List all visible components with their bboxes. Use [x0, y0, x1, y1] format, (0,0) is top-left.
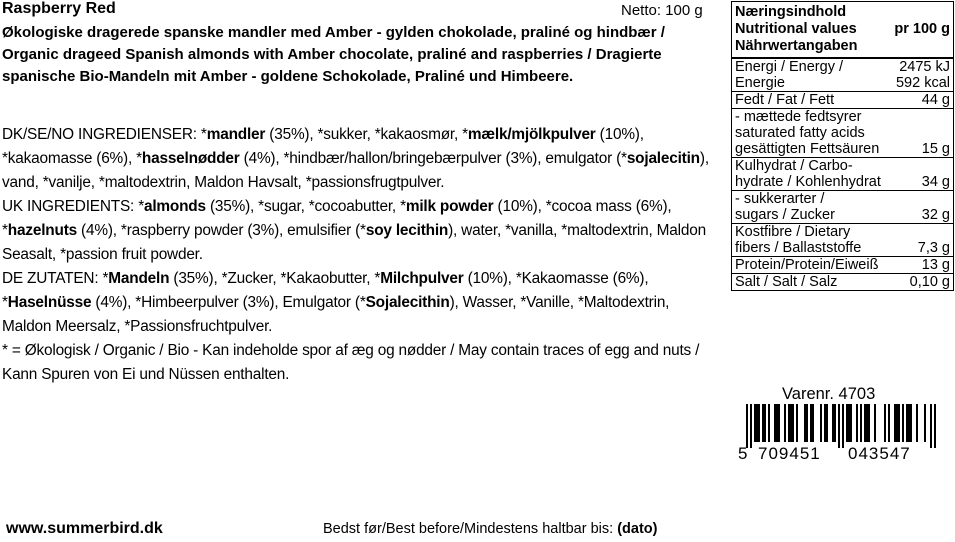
nutrition-value: 2475 kJ 592 kcal [895, 59, 950, 91]
barcode-bar [824, 404, 826, 442]
barcode-bar [810, 404, 812, 442]
ingredient-text: (35%), *sukker, *kakaosmør, * [265, 126, 468, 143]
barcode-bar [906, 404, 908, 442]
ingredient-text: (4%), *Himbeerpulver (3%), Emulgator (* [91, 294, 366, 311]
ingredient-text: (10%), *kakaomasse (6%), * [2, 126, 644, 167]
barcode-bar [896, 404, 898, 442]
barcode-bar [806, 404, 808, 442]
barcode-guard-bar [842, 404, 844, 448]
barcode-bar [790, 404, 792, 442]
barcode-bar [916, 404, 918, 442]
nutrition-value: 15 g [921, 141, 950, 157]
barcode-bar [856, 404, 858, 442]
allergen-text: Sojalecithin [365, 294, 450, 311]
barcode-bar [778, 404, 780, 442]
allergen-text: mælk/mjölkpulver [467, 126, 596, 143]
ingredient-text: UK INGREDIENTS: * [2, 198, 144, 215]
nutrition-label: - sukkerarter / sugars / Zucker [735, 191, 835, 223]
nutrition-value: 34 g [921, 174, 950, 190]
barcode-bar [826, 404, 828, 442]
allergen-text: Haselnüsse [7, 294, 92, 311]
barcode-bar [902, 404, 904, 442]
product-description: Økologiske dragerede spanske mandler med Amber - gylden chokolade, praliné og hindbær / Organic drageed Spanish almonds with Amber chocolate, praliné and raspberries / Dragierte spanische Bio-Mandeln mit Amber - goldene Schokolade, Praliné und Himbeere. [2, 24, 665, 85]
barcode-bar [768, 404, 770, 442]
barcode-bar [846, 404, 848, 442]
ingredient-text: ), vand, *vanilje, *maltodextrin, Maldon Havsalt, *passionsfrugtpulver. [2, 150, 709, 191]
barcode-bar [850, 404, 852, 442]
allergen-text: sojalecitin [626, 150, 700, 167]
nutrition-value: 0,10 g [909, 274, 950, 290]
barcode-guard-bar [934, 404, 936, 448]
allergen-text: soy lecithin [365, 222, 449, 239]
barcode-graphic [734, 404, 950, 448]
nutrition-header-label: Næringsindhold Nutritional values Nährwertangaben [735, 4, 858, 54]
ingredient-text: (10%), *cocoa mass (6%), * [2, 198, 672, 239]
barcode-guard-bar [838, 404, 840, 448]
nutrition-row-saturates [732, 108, 953, 157]
nutrition-value: 32 g [921, 207, 950, 223]
barcode-bar [884, 404, 886, 442]
barcode-bar [776, 404, 778, 442]
ingredient-text: DK/SE/NO INGREDIENSER: * [2, 126, 207, 143]
ingredient-text: (4%), *hindbær/hallon/bringebærpulver (3%), emulgator (* [239, 150, 627, 167]
barcode-bar [784, 404, 786, 442]
barcode-bar [832, 404, 834, 442]
nutrition-header-value: pr 100 g [894, 21, 950, 37]
nutrition-row-carbohydrate [732, 157, 953, 190]
ingredients-de [2, 267, 722, 339]
nutrition-label: Protein/Protein/Eiweiß [735, 257, 879, 273]
ingredient-text: ), water, *vanilla, *maltodextrin, Maldon Seasalt, *passion fruit powder. [2, 222, 706, 263]
barcode-guard-bar [746, 404, 748, 448]
barcode-digit-first: 5 [738, 444, 749, 463]
ingredient-text: ), Wasser, *Vanille, *Maltodextrin, Maldon Meersalz, *Passionsfruchtpulver. [2, 294, 670, 335]
barcode-bar [908, 404, 910, 442]
barcode-bar [910, 404, 912, 442]
allergen-text: milk powder [405, 198, 494, 215]
nutrition-value: 7,3 g [917, 240, 950, 256]
nutrition-label: Energi / Energy / Energie [735, 59, 843, 91]
barcode-bar [756, 404, 758, 442]
barcode-bar [762, 404, 764, 442]
barcode-bar [866, 404, 868, 442]
ingredients-block [2, 123, 722, 387]
ingredient-text: (4%), *raspberry powder (3%), emulsifier (* [76, 222, 366, 239]
website-url: www.summerbird.dk [6, 520, 163, 537]
barcode-bar [834, 404, 836, 442]
nutrition-label: Salt / Salt / Salz [735, 274, 838, 290]
barcode-bar [804, 404, 806, 442]
barcode-guard-bar [750, 404, 752, 448]
barcode-bar [754, 404, 756, 442]
nutrition-row-fat [732, 91, 953, 108]
barcode-guard-bar [930, 404, 932, 448]
nutrition-label: Kulhydrat / Carbo- hydrate / Kohlenhydrat [735, 158, 881, 190]
ingredients-dk [2, 123, 722, 195]
barcode-bar [764, 404, 766, 442]
ingredient-text: (35%), *sugar, *cocoabutter, * [205, 198, 406, 215]
barcode-bar [812, 404, 814, 442]
nutrition-header [732, 2, 953, 57]
item-number: Varenr. 4703 [782, 385, 876, 403]
allergen-text: Mandeln [108, 270, 170, 287]
nutrition-row-protein [732, 256, 953, 273]
ingredient-text: DE ZUTATEN: * [2, 270, 109, 287]
nutrition-value: 44 g [921, 92, 950, 108]
allergen-text: almonds [143, 198, 206, 215]
ingredients-uk [2, 195, 722, 267]
barcode-bar [894, 404, 896, 442]
barcode-bar [888, 404, 890, 442]
best-before [323, 521, 657, 537]
nutrition-value: 13 g [921, 257, 950, 273]
barcode-bar [864, 404, 866, 442]
ingredient-text: (10%), *Kakaomasse (6%), * [2, 270, 649, 311]
allergen-text: mandler [206, 126, 266, 143]
barcode-bar [796, 404, 798, 442]
nutrition-row-sugars [732, 190, 953, 223]
organic-allergen-note: * = Økologisk / Organic / Bio - Kan indeholde spor af æg og nødder / May contain traces of egg and nuts / Kann Spuren von Ei und Nüssen enthalten. [2, 342, 700, 383]
ingredient-text: (35%), *Zucker, *Kakaobutter, * [169, 270, 381, 287]
barcode-bar [758, 404, 760, 442]
barcode-bar [820, 404, 822, 442]
best-before-date: (dato) [617, 521, 658, 537]
nutrition-label: - mættede fedtsyrer saturated fatty acids gesättigten Fettsäuren [735, 109, 880, 157]
nutrition-table [731, 1, 954, 291]
barcode-bar [848, 404, 850, 442]
barcode-bar [860, 404, 862, 442]
barcode-digits-right: 043547 [848, 444, 911, 463]
allergen-text: Milchpulver [380, 270, 464, 287]
product-title: Raspberry Red [2, 0, 116, 17]
barcode-bar [868, 404, 870, 442]
barcode-digits-left: 709451 [758, 444, 821, 463]
barcode-bar [788, 404, 790, 442]
barcode-bar [924, 404, 926, 442]
net-weight: Netto: 100 g [621, 2, 703, 19]
allergen-text: hasselnødder [141, 150, 240, 167]
barcode-bar [898, 404, 900, 442]
allergen-text: hazelnuts [7, 222, 77, 239]
nutrition-label: Fedt / Fat / Fett [735, 92, 835, 108]
barcode-bar [874, 404, 876, 442]
barcode-bar [774, 404, 776, 442]
nutrition-row-fibre [732, 223, 953, 256]
best-before-label: Bedst før/Best before/Mindestens haltbar bis: [323, 521, 614, 537]
nutrition-label: Kostfibre / Dietary fibers / Ballaststoffe [735, 224, 862, 256]
nutrition-row-energy [732, 57, 953, 91]
barcode-bar [792, 404, 794, 442]
nutrition-row-salt [732, 273, 953, 290]
